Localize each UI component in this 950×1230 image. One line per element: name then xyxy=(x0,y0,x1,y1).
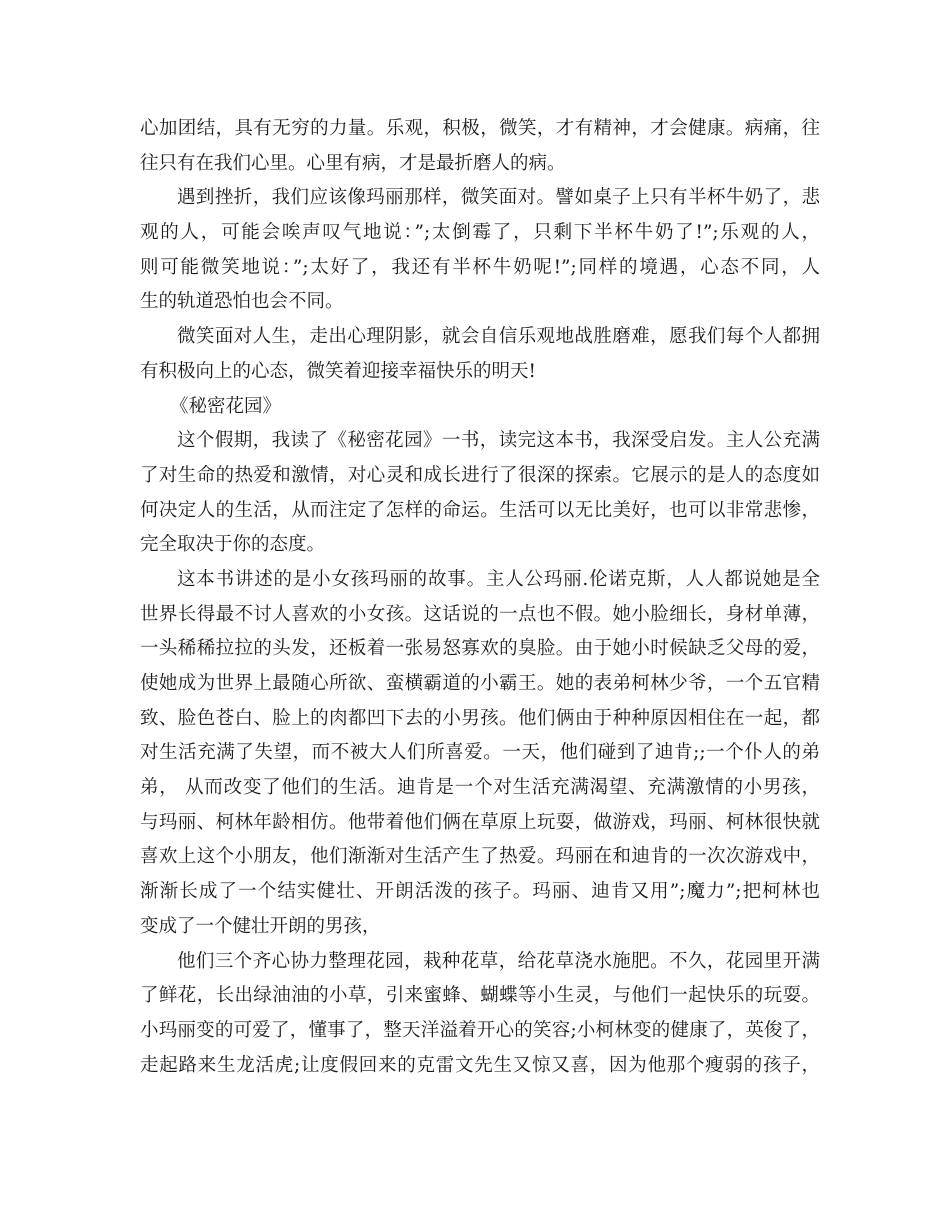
text-line: 了对生命的热爱和激情，对心灵和成长进行了很深的探索。它展示的是人的态度如 xyxy=(140,464,820,486)
text-line: 喜欢上这个小朋友，他们渐渐对生活产生了热爱。玛丽在和迪肯的一次次游戏中， xyxy=(140,846,820,868)
text-line: 一头稀稀拉拉的头发，还板着一张易怒寡欢的臭脸。由于她小时候缺乏父母的爱， xyxy=(140,638,820,660)
body-text xyxy=(140,112,820,1083)
book-title: 《秘密花园》 xyxy=(170,395,282,417)
text-line: 走起路来生龙活虎;让度假回来的克雷文先生又惊又喜，因为他那个瘦弱的孩子， xyxy=(140,1054,820,1076)
text-line: 生的轨道恐怕也会不同。 xyxy=(140,291,344,313)
text-line: 小玛丽变的可爱了，懂事了，整天洋溢着开心的笑容;小柯林变的健康了，英俊了， xyxy=(140,1019,820,1041)
text-line: 变成了一个健壮开朗的男孩， xyxy=(140,915,381,937)
text-line: 则可能微笑地说：”;太好了，我还有半杯牛奶呢!”;同样的境遇，心态不同，人 xyxy=(140,256,820,278)
text-line: 渐渐长成了一个结实健壮、开朗活泼的孩子。玛丽、迪肯又用”;魔力”;把柯林也 xyxy=(140,881,820,903)
paragraph-start-line: 遇到挫折，我们应该像玛丽那样，微笑面对。譬如桌子上只有半杯牛奶了，悲 xyxy=(177,187,820,209)
text-line: 与玛丽、柯林年龄相仿。他带着他们俩在草原上玩耍，做游戏，玛丽、柯林很快就 xyxy=(140,811,820,833)
text-line: 世界长得最不讨人喜欢的小女孩。这话说的一点也不假。她小脸细长，身材单薄， xyxy=(140,603,820,625)
text-line: 完全取决于你的态度。 xyxy=(140,534,326,556)
text-line: 弟， 从而改变了他们的生活。迪肯是一个对生活充满渴望、充满激情的小男孩， xyxy=(140,777,820,799)
text-line: 何决定人的生活，从而注定了怎样的命运。生活可以无比美好，也可以非常悲惨， xyxy=(140,499,820,521)
text-line: 使她成为世界上最随心所欲、蛮横霸道的小霸王。她的表弟柯林少爷，一个五官精 xyxy=(140,673,820,694)
text-line: 心加团结，具有无穷的力量。乐观，积极，微笑，才有精神，才会健康。病痛，往 xyxy=(140,118,820,139)
paragraph-start-line: 这本书讲述的是小女孩玛丽的故事。主人公玛丽.伦诺克斯，人人都说她是全 xyxy=(177,568,820,590)
text-line: 往只有在我们心里。心里有病，才是最折磨人的病。 xyxy=(140,152,566,174)
text-line: 了鲜花，长出绿油油的小草，引来蜜蜂、蝴蝶等小生灵，与他们一起快乐的玩耍。 xyxy=(140,985,820,1007)
paragraph-start-line: 微笑面对人生，走出心理阴影，就会自信乐观地战胜磨难，愿我们每个人都拥 xyxy=(177,326,820,348)
text-line: 有积极向上的心态，微笑着迎接幸福快乐的明天! xyxy=(140,360,536,382)
text-line: 对生活充满了失望，而不被大人们所喜爱。一天，他们碰到了迪肯;;一个仆人的弟 xyxy=(140,742,820,764)
text-line: 观的人，可能会唉声叹气地说：”;太倒霉了，只剩下半杯牛奶了!”;乐观的人， xyxy=(140,222,820,244)
text-line: 致、脸色苍白、脸上的肉都凹下去的小男孩。他们俩由于种种原因相住在一起，都 xyxy=(140,707,820,729)
paragraph-start-line: 他们三个齐心协力整理花园，栽种花草，给花草浇水施肥。不久，花园里开满 xyxy=(177,950,820,972)
paragraph-start-line: 这个假期，我读了《秘密花园》一书，读完这本书，我深受启发。主人公充满 xyxy=(177,430,820,452)
